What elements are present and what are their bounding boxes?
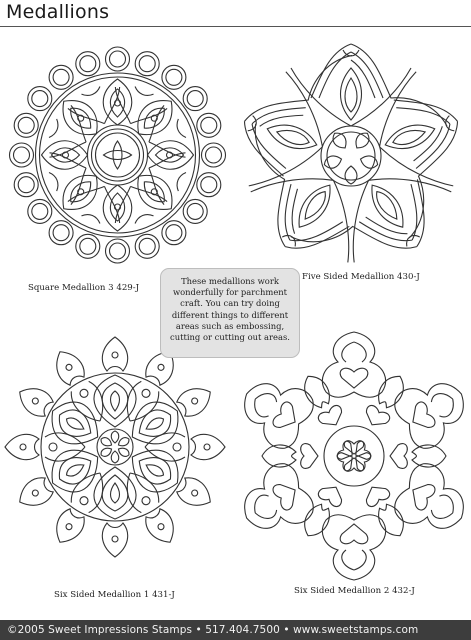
parchment-craft-note: These medallions work wonderfully for parchment craft. You can try doing different things to different areas such as embossing, cutting or cutting out areas.: [160, 268, 300, 358]
six-sided-medallion-1-caption: Six Sided Medallion 1 431-J: [54, 590, 175, 600]
title-divider: [0, 26, 471, 27]
six-sided-medallion-1-illustration: [2, 334, 228, 560]
page-title: Medallions: [6, 1, 110, 23]
five-sided-medallion-illustration: [236, 38, 466, 270]
square-medallion-caption: Square Medallion 3 429-J: [28, 283, 140, 293]
five-sided-medallion-caption: Five Sided Medallion 430-J: [302, 272, 420, 282]
footer-bar: ©2005 Sweet Impressions Stamps • 517.404.7500 • www.sweetstamps.com: [0, 620, 471, 640]
six-sided-medallion-2-caption: Six Sided Medallion 2 432-J: [294, 586, 415, 596]
square-medallion-3-illustration: [5, 36, 230, 274]
six-sided-medallion-2-illustration: [243, 326, 465, 586]
